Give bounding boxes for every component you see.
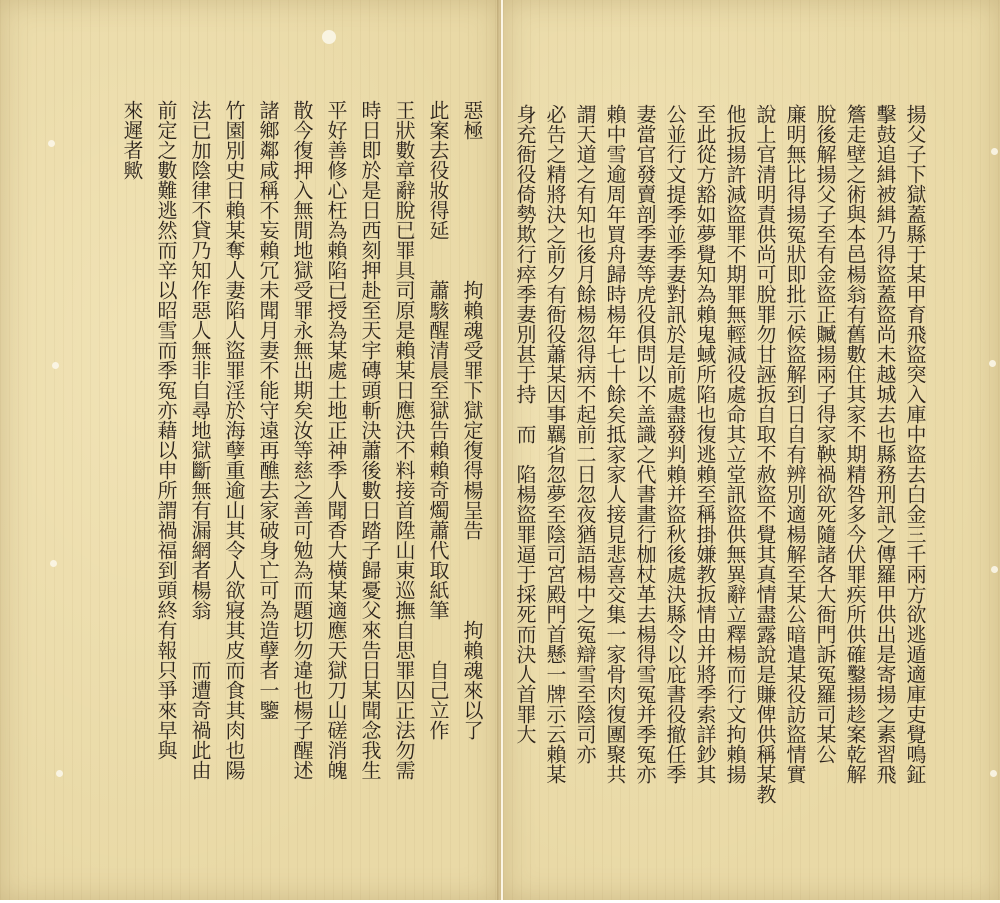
text-column-right-4: 脫後解揚父子至有金盜正贓揚兩子得家鞅禍欲死隨諸各大衙門訴冤羅司某公 <box>813 104 837 764</box>
paper-hole-mark <box>56 770 63 777</box>
text-column-left-10: 前定之數難逃然而辛以昭雪而季冤亦藉以申所謂禍福到頭終有報只爭來早與 <box>154 100 178 760</box>
text-column-left-3: 王狀數章辭脫已罪具司原是賴某日應決不料接首陞山東巡撫自思罪囚正法勿需 <box>392 100 416 780</box>
paper-hole-mark <box>990 770 997 777</box>
paper-hole-mark <box>52 362 59 369</box>
text-column-left-6: 散今復押入無閒地獄受罪永無出期矣汝等慈之善可勉為而題切勿違也楊子醒述 <box>290 100 314 780</box>
text-column-right-11: 賴中雪逾周年買舟歸時楊年七十餘矣抵家家人接見悲喜交集一家骨肉復團聚共 <box>603 104 627 784</box>
paper-hole-mark <box>48 140 55 147</box>
text-column-left-7: 諸鄉鄰咸稱不妄賴冗未聞月妻不能守遠再醮去家破身亡可為造孽者一鑒 <box>256 100 280 720</box>
paper-stain-mark <box>322 30 336 44</box>
text-column-right-5: 廉明無比得揚冤狀即批示候盜解到日自有辨別適楊解至某公暗遣某役訪盜情實 <box>783 104 807 784</box>
right-page <box>503 0 1000 900</box>
text-column-right-2: 擊鼓追緝被緝乃得盜蓋盜尚未越城去也縣務刑訊之傳羅甲供出是寄揚之素習飛 <box>873 104 897 784</box>
text-column-right-7: 他扳揚許減盜罪不期罪無輕減役處命其立堂訊盜供無異辭立釋楊而行文拘賴揚 <box>723 104 747 784</box>
text-column-left-1: 惡極 拘賴魂受罪下獄定復得楊呈告 拘賴魂來以了 <box>460 100 484 740</box>
text-column-left-8: 竹園別史日賴某奪人妻陷人盜罪淫於海孽重逾山其令人欲寢其皮而食其肉也陽 <box>222 100 246 780</box>
text-column-left-11: 來遲者歟 <box>120 100 144 180</box>
text-column-left-5: 平好善修心枉為賴陷已授為某處土地正神季人聞香大橫某適應天獄刀山磋消魄 <box>324 100 348 780</box>
text-column-right-8: 至此從方豁如夢覺知為賴鬼蜮所陷也復逃賴至稱掛嫌教扳情由并將季索詳鈔其 <box>693 104 717 784</box>
text-column-right-1: 揚父子下獄蓋縣于某甲育飛盜突入庫中盜去白金三千兩方欲逃遁適庫吏覺鳴鉦 <box>903 104 927 784</box>
text-column-left-9: 法已加陰律不貸乃知作惡人無非自尋地獄斷無有漏網者楊翁 而遭奇禍此由 <box>188 100 212 780</box>
text-column-right-13: 必告之精將決之前夕有衙役蕭某因事羈省忽夢至陰司宮殿門首懸一牌示云賴某 <box>543 104 567 784</box>
text-column-left-2: 此案去役妝得延 蕭駭醒清晨至獄告賴賴奇燭蕭代取紙筆 自己立作 <box>426 100 450 740</box>
text-column-right-10: 妻當官發賣剖季妻等虎役俱問以不盖識之代書畫行枷杖革去楊得雪冤并季冤亦 <box>633 104 657 784</box>
text-column-left-4: 時日即於是日西刻押赴至天宇磚頭斬決蕭後數日踏子歸憂父來告日某聞念我生 <box>358 100 382 780</box>
paper-hole-mark <box>991 566 998 573</box>
paper-hole-mark <box>991 148 998 155</box>
text-column-right-3: 簷走壁之術與本邑楊翁有舊數住其家不期精咎多今伏罪疾所供確鑿揚趁案乾解 <box>843 104 867 784</box>
text-column-right-9: 公並行文提季並季妻對訊於是前處盡發判賴并盜秋後處決縣令以庇書役撤任季 <box>663 104 687 784</box>
text-column-right-12: 謂天道之有知也後月餘楊忽得病不起前二日忽夜猶語楊中之冤辯雪至陰司亦 <box>573 104 597 764</box>
text-column-right-14: 身充衙役倚勢欺行瘁季妻別甚于持 而 陷楊盜罪逼于採死而決人首罪大 <box>513 104 537 744</box>
paper-hole-mark <box>989 360 996 367</box>
text-column-right-6: 說上官清明責供尚可脫罪勿甘誣扳自取不赦盜不覺其真情盡露說是賺俾供稱某教 <box>753 104 777 804</box>
paper-hole-mark <box>50 560 57 567</box>
left-page <box>0 0 501 900</box>
